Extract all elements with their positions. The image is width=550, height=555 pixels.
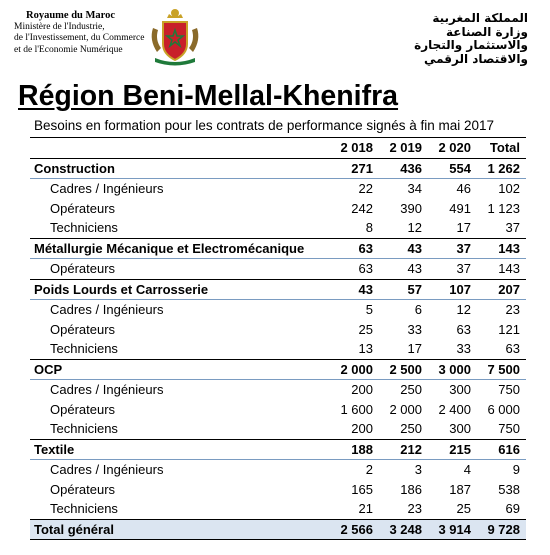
year-value-cell: 3 248 — [379, 519, 428, 540]
year-value-cell: 43 — [379, 238, 428, 259]
row-label: Opérateurs — [50, 481, 116, 497]
year-value-cell: 250 — [400, 421, 422, 437]
table-row — [30, 460, 526, 480]
row-total-cell: 69 — [505, 501, 520, 517]
year-value-cell: 2 000 — [389, 401, 422, 417]
row-label: Poids Lourds et Carrosserie — [30, 279, 330, 300]
row-total-cell: 7 500 — [477, 359, 526, 380]
row-total-cell: 538 — [498, 481, 520, 497]
year-value-cell: 188 — [330, 439, 379, 460]
row-label: Cadres / Ingénieurs — [50, 382, 164, 398]
ministry-ar-line: والاستثمار والتجارة — [414, 38, 528, 52]
year-value-cell: 8 — [365, 220, 373, 236]
year-value-cell: 2 500 — [379, 359, 428, 380]
sector-row — [30, 158, 526, 179]
year-value-cell: 3 — [414, 462, 422, 478]
row-label: Cadres / Ingénieurs — [50, 181, 164, 197]
year-value-cell: 187 — [449, 481, 471, 497]
year-value-cell: 107 — [428, 279, 477, 300]
ministry-ar-line: والاقتصاد الرقمي — [423, 51, 528, 66]
year-value-cell: 43 — [407, 261, 422, 277]
year-value-cell: 5 — [365, 302, 373, 318]
year-value-cell: 491 — [449, 200, 471, 216]
table-row — [30, 419, 526, 439]
year-value-cell: 2 566 — [330, 519, 379, 540]
row-total-cell: 207 — [477, 279, 526, 300]
ministry-name-fr — [14, 10, 164, 56]
year-value-cell: 17 — [456, 220, 471, 236]
column-header-empty — [30, 138, 330, 159]
year-value-cell: 200 — [351, 421, 373, 437]
year-value-cell: 200 — [351, 382, 373, 398]
year-value-cell: 25 — [358, 321, 373, 337]
column-header: 2 019 — [389, 140, 422, 156]
row-label: Opérateurs — [50, 401, 116, 417]
row-label: Techniciens — [50, 421, 118, 437]
ministry-fr-line: Royaume du Maroc — [26, 10, 116, 21]
column-header: 2 018 — [340, 140, 373, 156]
year-value-cell: 63 — [330, 238, 379, 259]
row-total-cell: 9 — [512, 462, 520, 478]
row-label: Opérateurs — [50, 321, 116, 337]
year-value-cell: 186 — [400, 481, 422, 497]
total-row — [30, 519, 526, 540]
row-total-cell: 23 — [505, 302, 520, 318]
year-value-cell: 17 — [407, 341, 422, 357]
row-total-cell: 6 000 — [487, 401, 520, 417]
row-label: Techniciens — [50, 220, 118, 236]
ministry-name-ar — [348, 12, 528, 66]
row-label: OCP — [30, 359, 330, 380]
row-label: Cadres / Ingénieurs — [50, 302, 164, 318]
year-value-cell: 3 914 — [428, 519, 477, 540]
year-value-cell: 2 — [365, 462, 373, 478]
sector-row — [30, 359, 526, 380]
royal-emblem-icon — [145, 6, 205, 68]
table-header-row — [30, 138, 526, 159]
column-header: Total — [489, 140, 520, 156]
table-row — [30, 339, 526, 359]
year-value-cell: 34 — [407, 181, 422, 197]
year-value-cell: 37 — [456, 261, 471, 277]
year-value-cell: 4 — [463, 462, 471, 478]
ministry-ar-line: المملكة المغربية — [432, 11, 528, 25]
row-total-cell: 102 — [498, 181, 520, 197]
year-value-cell: 250 — [400, 382, 422, 398]
year-value-cell: 12 — [407, 220, 422, 236]
table-row — [30, 320, 526, 340]
ministry-ar-line: وزارة الصناعة — [446, 24, 528, 39]
year-value-cell: 165 — [351, 481, 373, 497]
year-value-cell: 21 — [358, 501, 373, 517]
row-total-cell: 1 123 — [487, 200, 520, 216]
ministry-fr-line: de l'Investissement, du Commerce — [14, 33, 145, 43]
row-total-cell: 63 — [505, 341, 520, 357]
year-value-cell: 63 — [358, 261, 373, 277]
sector-row — [30, 238, 526, 259]
table-body — [30, 158, 526, 540]
row-label: Opérateurs — [50, 200, 116, 216]
row-label: Total général — [30, 519, 330, 540]
row-label: Techniciens — [50, 501, 118, 517]
year-value-cell: 271 — [330, 158, 379, 179]
table-row — [30, 218, 526, 238]
page-title: Région Beni-Mellal-Khenifra — [18, 80, 399, 112]
table-row — [30, 499, 526, 519]
year-value-cell: 37 — [428, 238, 477, 259]
training-needs-table — [30, 137, 526, 540]
year-value-cell: 23 — [407, 501, 422, 517]
table-caption: Besoins en formation pour les contrats de performance signés à fin mai 2017 — [34, 118, 495, 133]
year-value-cell: 554 — [428, 158, 477, 179]
year-value-cell: 25 — [456, 501, 471, 517]
year-value-cell: 212 — [379, 439, 428, 460]
year-value-cell: 390 — [400, 200, 422, 216]
row-total-cell: 616 — [477, 439, 526, 460]
row-label: Opérateurs — [50, 261, 116, 277]
row-total-cell: 750 — [498, 382, 520, 398]
letterhead — [0, 0, 550, 80]
table-row — [30, 380, 526, 400]
row-total-cell: 1 262 — [477, 158, 526, 179]
table-row — [30, 480, 526, 500]
row-total-cell: 750 — [498, 421, 520, 437]
row-label: Techniciens — [50, 341, 118, 357]
row-label: Cadres / Ingénieurs — [50, 462, 164, 478]
year-value-cell: 242 — [351, 200, 373, 216]
year-value-cell: 13 — [358, 341, 373, 357]
year-value-cell: 1 600 — [340, 401, 373, 417]
year-value-cell: 6 — [414, 302, 422, 318]
sector-row — [30, 279, 526, 300]
table-row — [30, 179, 526, 199]
year-value-cell: 2 400 — [438, 401, 471, 417]
year-value-cell: 57 — [379, 279, 428, 300]
column-header: 2 020 — [438, 140, 471, 156]
row-total-cell: 9 728 — [477, 519, 526, 540]
row-label: Construction — [30, 158, 330, 179]
year-value-cell: 3 000 — [428, 359, 477, 380]
year-value-cell: 2 000 — [330, 359, 379, 380]
row-label: Textile — [30, 439, 330, 460]
year-value-cell: 436 — [379, 158, 428, 179]
table-row — [30, 300, 526, 320]
table-row — [30, 199, 526, 219]
table-row — [30, 400, 526, 420]
year-value-cell: 300 — [449, 382, 471, 398]
row-total-cell: 143 — [477, 238, 526, 259]
ministry-fr-line: et de l'Economie Numérique — [14, 44, 123, 55]
year-value-cell: 22 — [358, 181, 373, 197]
row-total-cell: 143 — [498, 261, 520, 277]
ministry-fr-line: Ministère de l'Industrie, — [14, 21, 105, 32]
sector-row — [30, 439, 526, 460]
year-value-cell: 12 — [456, 302, 471, 318]
year-value-cell: 33 — [407, 321, 422, 337]
row-total-cell: 121 — [498, 321, 520, 337]
row-total-cell: 37 — [505, 220, 520, 236]
year-value-cell: 33 — [456, 341, 471, 357]
table-row — [30, 259, 526, 280]
year-value-cell: 43 — [330, 279, 379, 300]
year-value-cell: 215 — [428, 439, 477, 460]
row-label: Métallurgie Mécanique et Electromécanique — [30, 238, 330, 259]
year-value-cell: 63 — [456, 321, 471, 337]
year-value-cell: 300 — [449, 421, 471, 437]
year-value-cell: 46 — [456, 181, 471, 197]
